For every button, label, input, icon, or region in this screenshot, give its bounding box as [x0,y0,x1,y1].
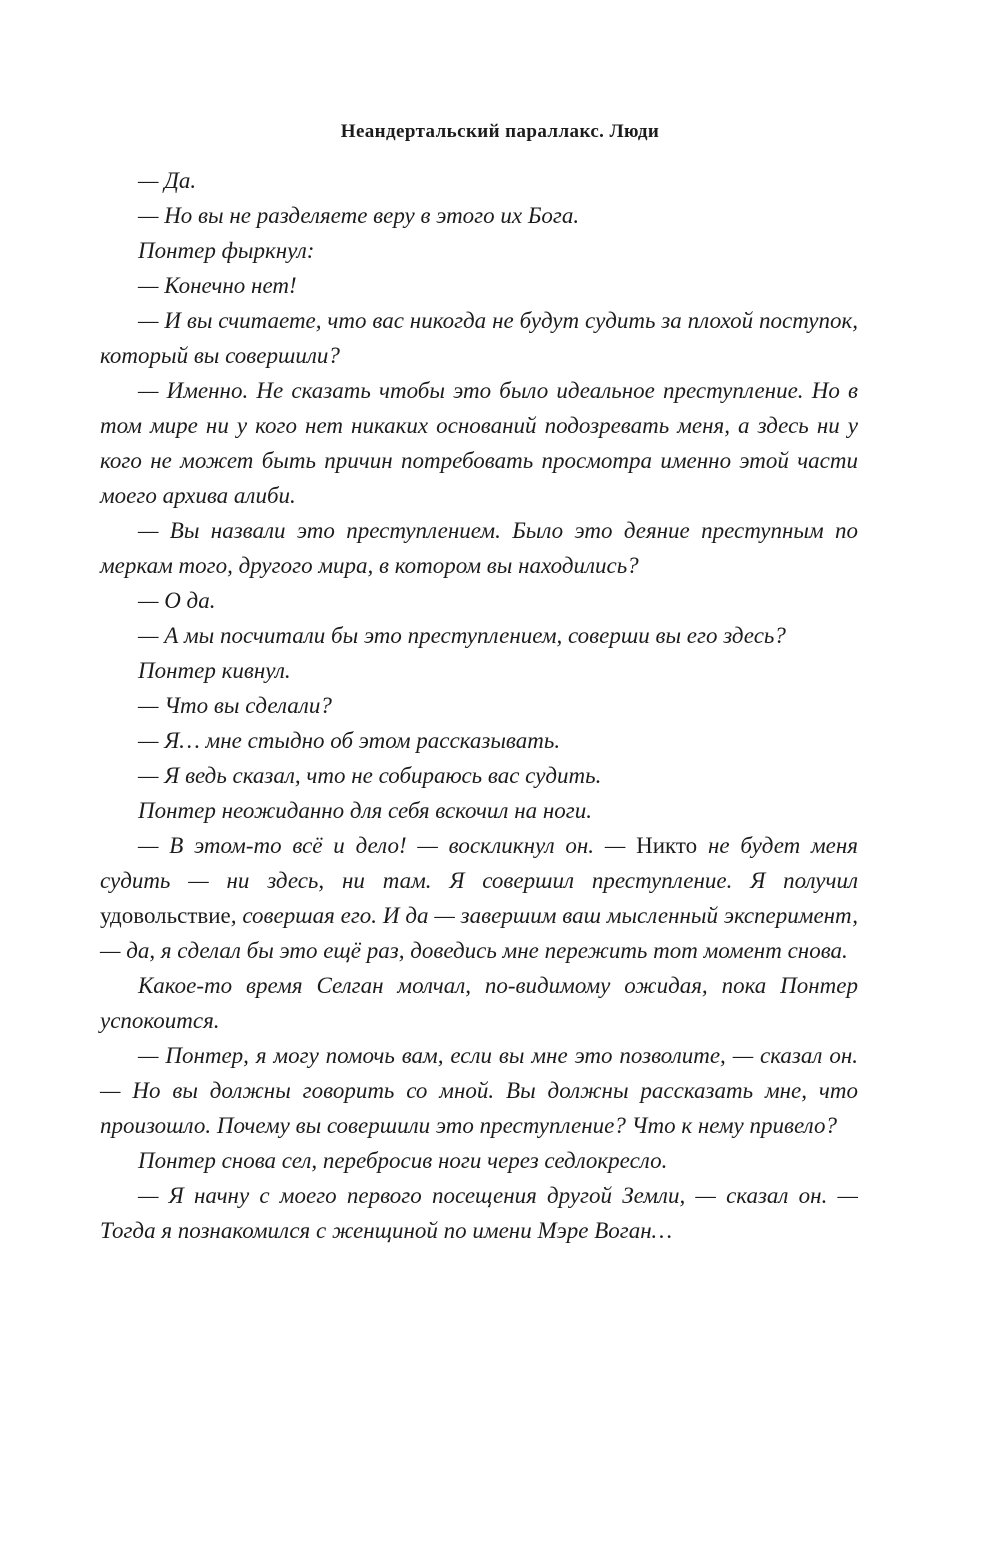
running-header: Неандертальский параллакс. Люди [340,121,660,142]
body-text: — В этом-то всё и дело! — воскликнул он. — [138,833,637,858]
body-text: — Что вы сделали? [138,693,332,718]
body-text: — Понтер, я могу помочь вам, если вы мне это позволите, — сказал он. — Но вы должны говорить со мной. Вы должны рассказать мне, что произошло. Почему вы совершили это преступление? Что к нему привело? [100,1043,858,1138]
paragraph [100,653,858,688]
text-block [100,163,858,1248]
body-text: , совершая его. И да — завершим ваш мысленный эксперимент, — да, я сделал бы это ещё раз, доведись мне пережить тот момент снова. [100,903,858,963]
paragraph [100,758,858,793]
paragraph [100,828,858,968]
body-text: — Я ведь сказал, что не собираюсь вас судить. [138,763,602,788]
body-text: — И вы считаете, что вас никогда не будут судить за плохой поступок, который вы совершили? [100,308,858,368]
paragraph [100,163,858,198]
paragraph [100,373,858,513]
body-text: Понтер фыркнул: [138,238,315,263]
body-text: — Конечно нет! [138,273,297,298]
body-text: не будет меня судить — ни здесь, ни там. Я совершил преступление. Я получил [100,833,858,893]
emphasis-roman-text: Никто [636,833,698,858]
body-text: — Именно. Не сказать чтобы это было идеальное преступление. Но в том мире ни у кого нет никаких оснований подозревать меня, а здесь ни у кого не может быть причин потребовать просмотра именно этой части моего архива алиби. [100,378,858,508]
body-text: Понтер неожиданно для себя вскочил на ноги. [138,798,593,823]
body-text: — Вы назвали это преступлением. Было это деяние преступным по меркам того, другого мира, в котором вы находились? [100,518,858,578]
body-text: — А мы посчитали бы это преступлением, соверши вы его здесь? [138,623,786,648]
paragraph [100,1178,858,1248]
paragraph [100,1038,858,1143]
body-text: — Да. [138,168,197,193]
body-text: — Я начну с моего первого посещения другой Земли, — сказал он. — Тогда я познакомился с женщиной по имени Мэре Воган… [100,1183,858,1243]
paragraph [100,513,858,583]
body-text: Понтер кивнул. [138,658,291,683]
body-text: — О да. [138,588,216,613]
body-text: Какое-то время Селган молчал, по-видимому ожидая, пока Понтер успокоится. [100,973,858,1033]
paragraph [100,688,858,723]
paragraph [100,303,858,373]
emphasis-roman-text: удовольствие [100,903,231,928]
paragraph [100,793,858,828]
paragraph [100,233,858,268]
paragraph [100,268,858,303]
body-text: Понтер снова сел, перебросив ноги через седлокресло. [138,1148,668,1173]
paragraph [100,1143,858,1178]
paragraph [100,618,858,653]
body-text: — Но вы не разделяете веру в этого их Бога. [138,203,580,228]
paragraph [100,198,858,233]
paragraph [100,968,858,1038]
paragraph [100,583,858,618]
paragraph [100,723,858,758]
body-text: — Я… мне стыдно об этом рассказывать. [138,728,561,753]
